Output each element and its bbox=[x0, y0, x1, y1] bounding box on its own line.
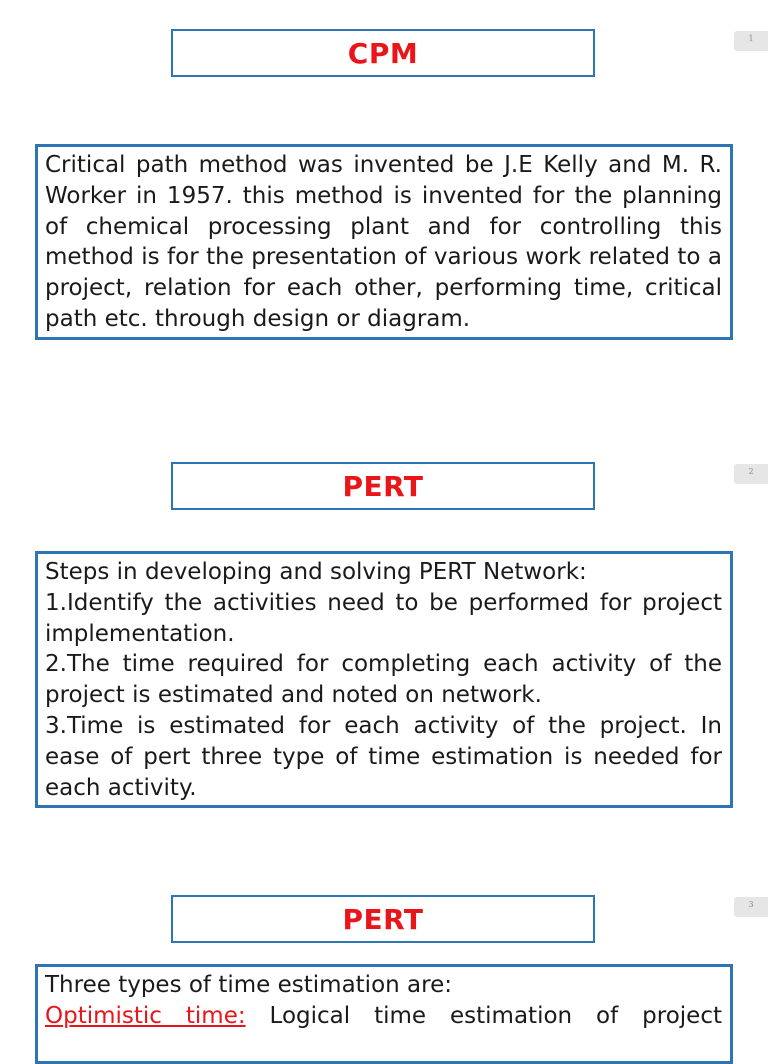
paragraph: Three types of time estimation are: bbox=[45, 972, 452, 998]
slide-title: PERT bbox=[342, 469, 424, 503]
slide-title-box bbox=[171, 462, 595, 510]
term-text: Logical time estimation of project bbox=[245, 1002, 722, 1029]
content-box bbox=[35, 964, 733, 1064]
term-label: Optimistic time: bbox=[45, 1002, 246, 1029]
slide-title-box bbox=[171, 895, 595, 943]
slide-title: CPM bbox=[347, 36, 419, 70]
paragraph: Critical path method was invented be J.E Kelly and M. R. Worker in 1957. this method is invented for the planning of chemical processing plant and for controlling this method is for the presentation of various work related to a project, relation for each other, performing time, critical path etc. through design or diagram. bbox=[45, 152, 722, 332]
paragraph bbox=[45, 1001, 722, 1032]
content-box bbox=[35, 551, 733, 808]
paragraph: Steps in developing and solving PERT Network: bbox=[45, 559, 587, 585]
page-number-badge: 3 bbox=[734, 897, 768, 917]
page-number-badge: 1 bbox=[734, 31, 768, 51]
content-box bbox=[35, 144, 733, 340]
slide-title-box bbox=[171, 29, 595, 77]
slide-title: PERT bbox=[342, 902, 424, 936]
paragraph: 2.The time required for completing each activity of the project is estimated and noted on network. bbox=[45, 651, 722, 709]
page-number-badge: 2 bbox=[734, 464, 768, 484]
paragraph: 1.Identify the activities need to be performed for project implementation. bbox=[45, 589, 722, 647]
paragraph: 3.Time is estimated for each activity of the project. In ease of pert three type of time estimation is needed for each activity. bbox=[45, 712, 722, 801]
